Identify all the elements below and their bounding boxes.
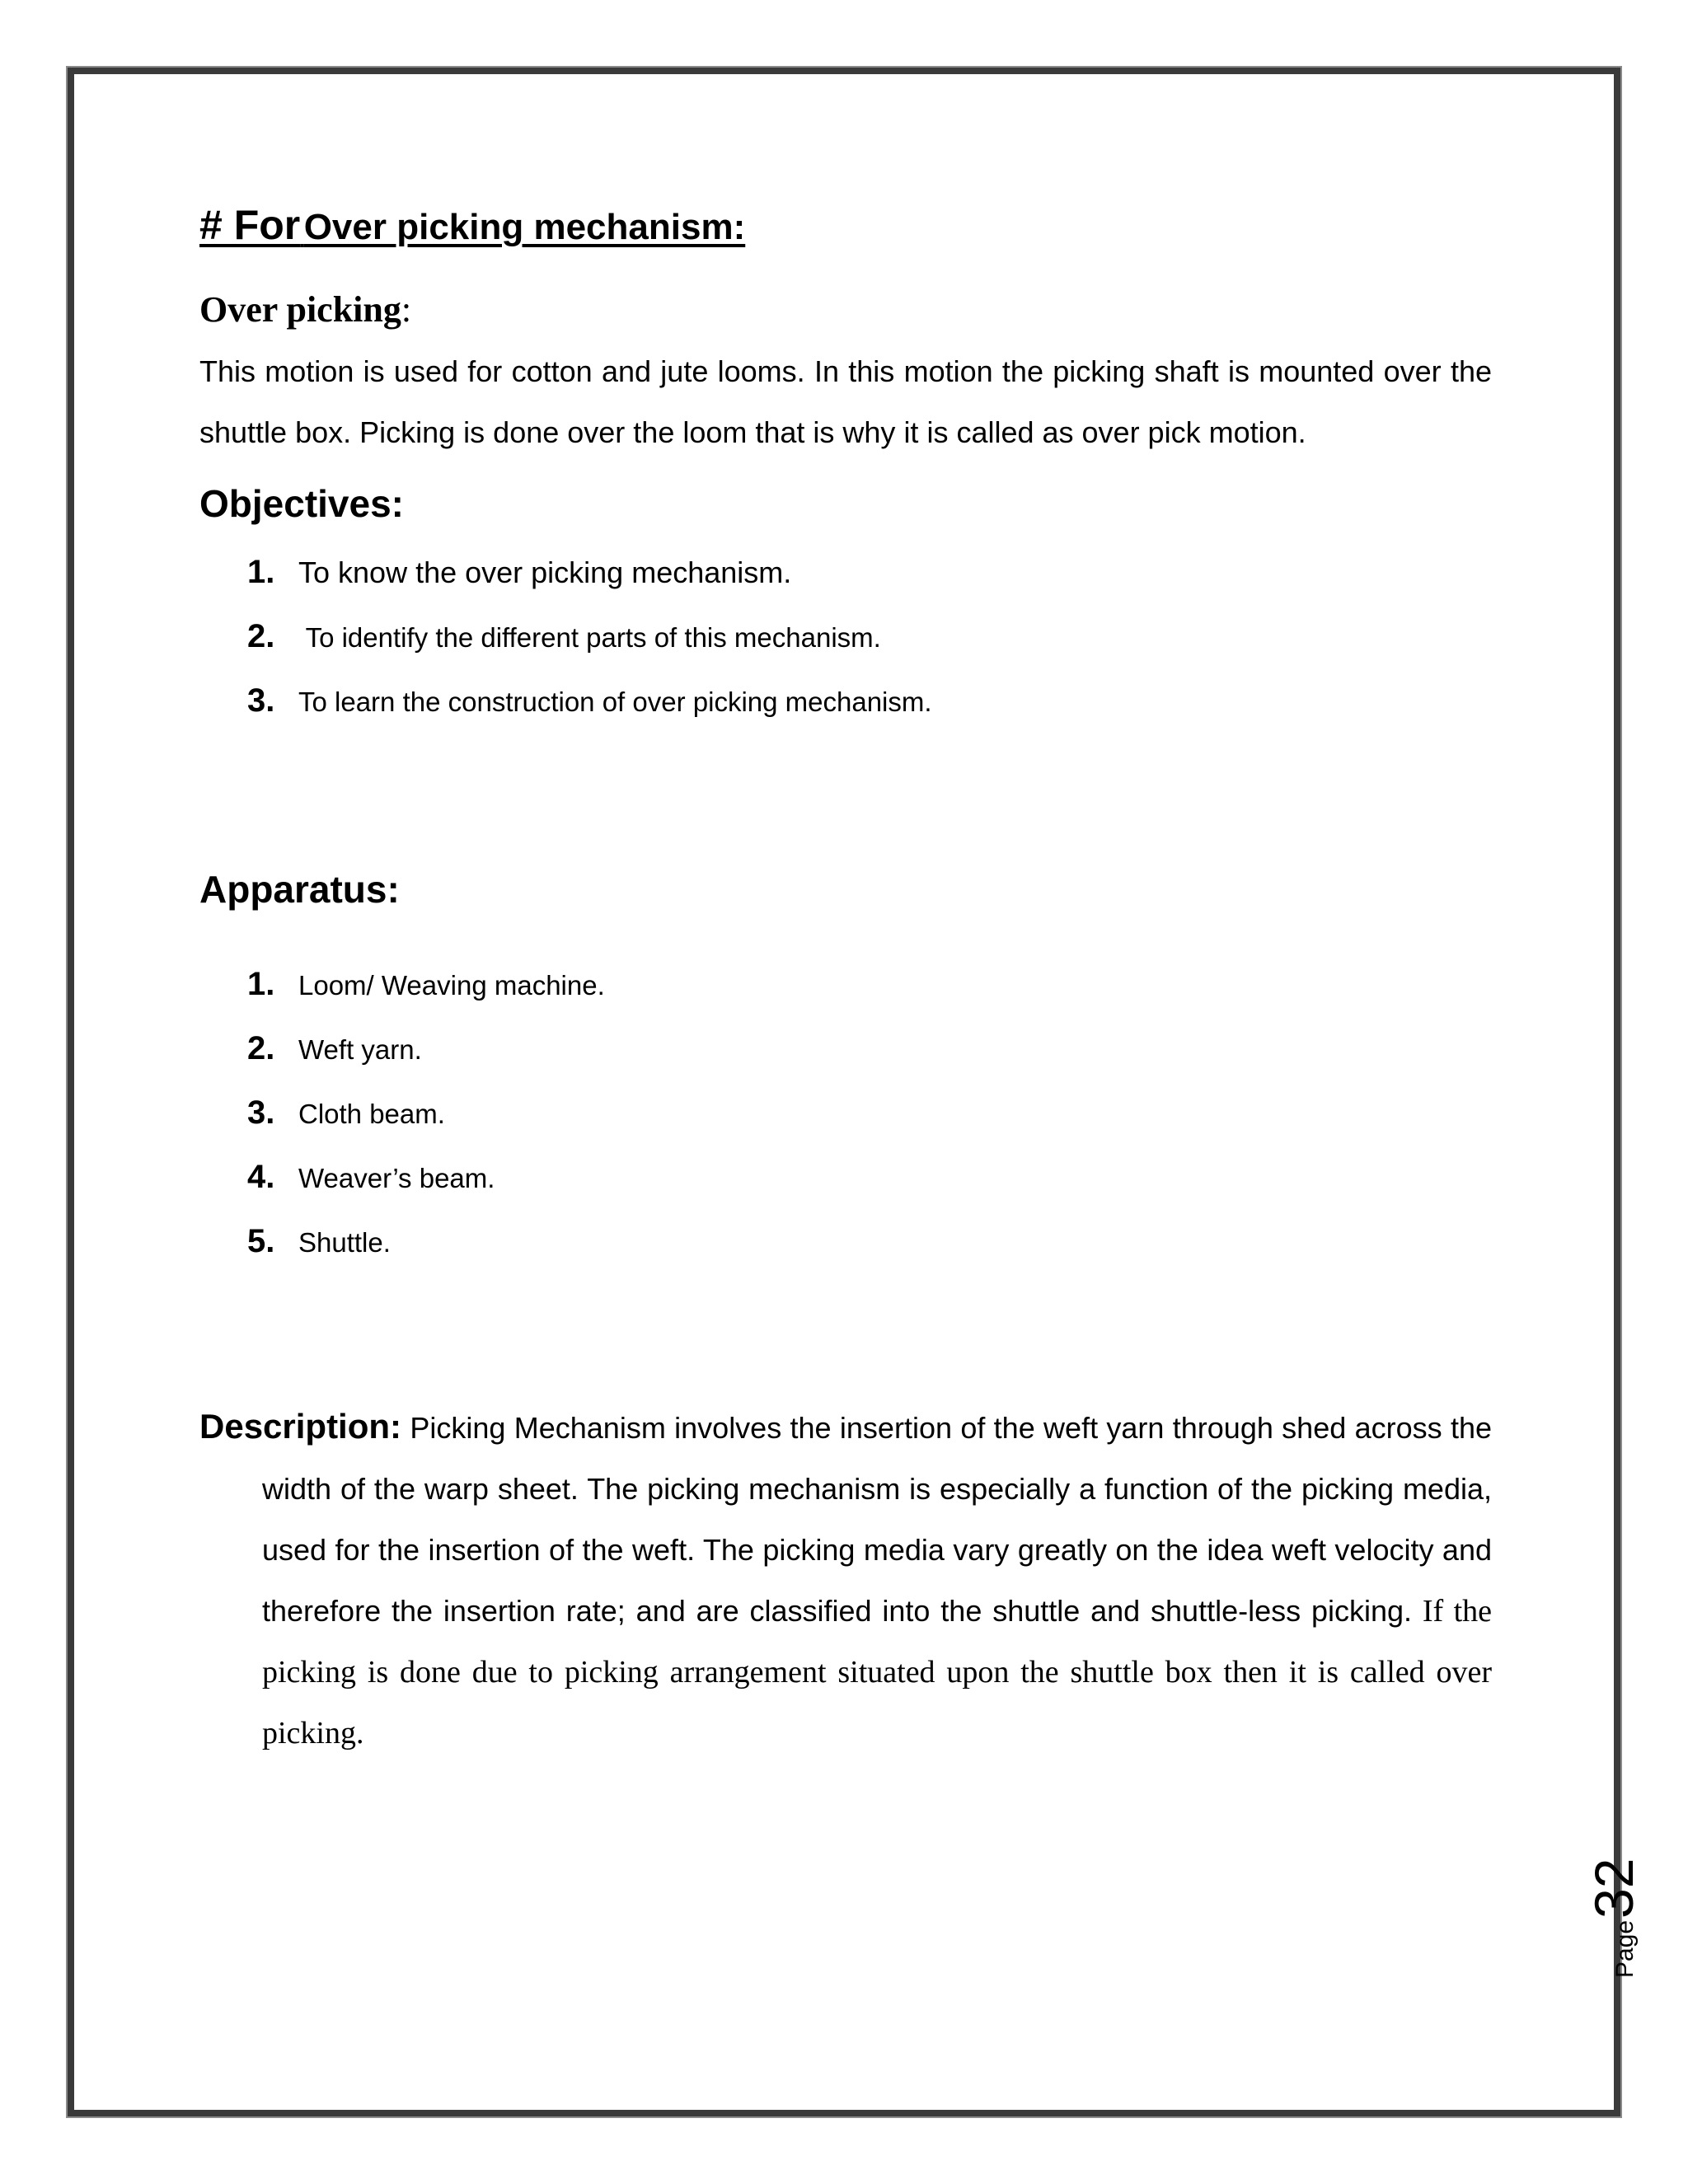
over-picking-heading-text: Over picking <box>199 289 401 330</box>
over-picking-heading-colon: : <box>401 289 412 330</box>
list-item-number: 5. <box>247 1223 275 1259</box>
list-item-number: 1. <box>247 554 275 590</box>
list-item-number: 3. <box>247 1094 275 1131</box>
list-item-number: 2. <box>247 1030 275 1066</box>
list-item <box>247 618 932 682</box>
page-number-value: 32 <box>1583 1858 1644 1919</box>
objectives-heading: Objectives: <box>199 482 404 525</box>
list-item <box>247 682 932 747</box>
list-item-number: 3. <box>247 682 275 719</box>
list-item <box>247 554 932 618</box>
list-item-text: Loom/ Weaving machine. <box>298 970 605 1001</box>
description-label: Description: <box>199 1407 402 1446</box>
list-item <box>247 1030 605 1094</box>
list-item-text: Weaver’s beam. <box>298 1163 495 1193</box>
list-item-number: 4. <box>247 1159 275 1195</box>
list-item-text: Cloth beam. <box>298 1099 445 1129</box>
list-item-number: 2. <box>247 618 275 654</box>
page-number-label: Page <box>1611 1919 1639 1978</box>
list-item-text: Weft yarn. <box>298 1034 422 1065</box>
list-item-text: To know the over picking mechanism. <box>298 555 792 589</box>
list-item-text: To learn the construction of over picking mechanism. <box>298 687 932 717</box>
list-item-text: Shuttle. <box>298 1227 391 1258</box>
title-hash: # For <box>199 202 301 248</box>
title-text: Over picking mechanism: <box>303 207 746 247</box>
description-paragraph <box>199 1396 1492 1764</box>
list-item <box>247 1223 605 1287</box>
list-item-text: To identify the different parts of this mechanism. <box>298 622 881 653</box>
over-picking-heading <box>199 288 411 330</box>
page-number <box>1582 1858 1645 1979</box>
list-item <box>247 1159 605 1223</box>
list-item <box>247 1094 605 1159</box>
intro-paragraph: This motion is used for cotton and jute looms. In this motion the picking shaft is mounted over the shuttle box. Picking is done over the loom that is why it is called as over pick motion. <box>199 354 1492 449</box>
apparatus-heading: Apparatus: <box>199 868 400 911</box>
list-item <box>247 966 605 1030</box>
apparatus-list <box>247 966 605 1287</box>
description-text-serif: If the picking is done due to picking arrangement situated upon the shuttle box then it is called over picking. <box>262 1594 1492 1750</box>
list-item-number: 1. <box>247 966 275 1002</box>
objectives-list <box>247 554 932 747</box>
description-text: Picking Mechanism involves the insertion of the weft yarn through shed across the width of the warp sheet. The picking mechanism is especially a function of the picking media, used for the insertion of the weft. The picking media vary greatly on the idea weft velocity and therefore the insertion rate; and are classified into the shuttle and shuttle-less picking. <box>262 1411 1492 1628</box>
page-title <box>199 201 745 249</box>
